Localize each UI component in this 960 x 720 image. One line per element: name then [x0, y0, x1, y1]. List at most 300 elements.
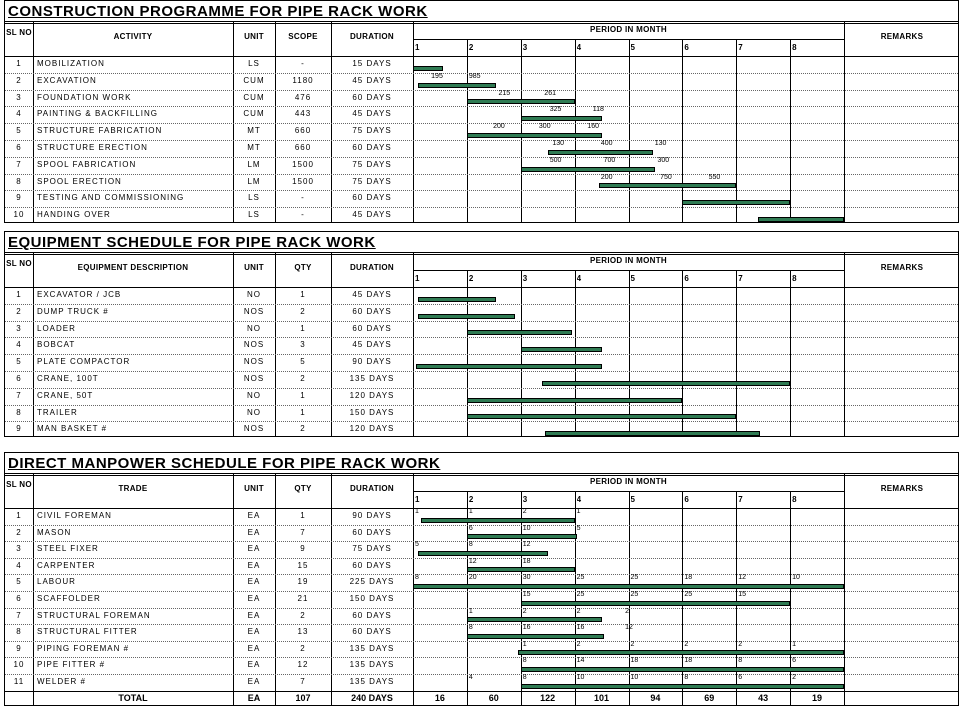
month-label: 5	[630, 496, 636, 504]
gantt-bar	[467, 398, 683, 403]
bar-value-label: 2	[684, 640, 689, 648]
cell-duration: 60 DAYS	[352, 307, 392, 316]
cell-trade: STEEL FIXER	[37, 545, 99, 554]
manpower-title: DIRECT MANPOWER SCHEDULE FOR PIPE RACK WORK	[4, 452, 959, 476]
header-remarks: REMARKS	[880, 485, 924, 493]
table-row	[5, 421, 958, 438]
cell-unit: LM	[247, 177, 261, 186]
table-row	[5, 123, 958, 140]
bar-value-label: 8	[522, 657, 527, 665]
cell-activity: PAINTING & BACKFILLING	[37, 110, 158, 119]
cell-duration: 75 DAYS	[352, 177, 392, 186]
gantt-bar	[521, 116, 602, 121]
cell-qty: 15	[297, 561, 309, 570]
cell-qty: 7	[300, 528, 306, 537]
gantt-bar	[682, 200, 790, 205]
cell-equipment-description: TRAILER	[37, 408, 78, 417]
bar-value-label: 1	[522, 640, 527, 648]
table-row	[5, 287, 958, 304]
bar-value-label: 118	[592, 106, 604, 114]
bar-value-label: 8	[522, 674, 527, 681]
cell-unit: EA	[247, 628, 261, 637]
cell-unit: LS	[248, 194, 260, 203]
cell-qty: 1	[300, 408, 306, 417]
cell-unit: NO	[247, 391, 261, 400]
table-row	[5, 321, 958, 338]
cell-equipment-description: DUMP TRUCK #	[37, 307, 109, 316]
bar-value-label: 10	[522, 524, 531, 532]
construction-table	[4, 21, 959, 223]
bar-value-label: 985	[468, 72, 481, 80]
cell-trade: MASON	[37, 528, 72, 537]
cell-unit: EA	[247, 578, 261, 587]
cell-sl-no: 3	[16, 324, 22, 333]
cell-duration: 90 DAYS	[352, 358, 392, 367]
bar-value-label: 6	[468, 524, 473, 532]
cell-activity: EXCAVATION	[37, 76, 97, 85]
bar-value-label: 20	[468, 574, 477, 582]
bar-value-label: 15	[522, 591, 531, 598]
cell-unit: EA	[247, 611, 261, 620]
period-header-line	[413, 491, 844, 492]
cell-sl-no: 2	[16, 76, 22, 85]
bar-value-label: 195	[431, 72, 443, 80]
bar-value-label: 325	[549, 106, 562, 114]
cell-sl-no: 5	[16, 358, 22, 367]
header-period-in-month: PERIOD IN MONTH	[590, 478, 667, 486]
bar-value-label: 5	[576, 524, 581, 532]
cell-trade: CARPENTER	[37, 561, 96, 570]
cell-duration: 150 DAYS	[349, 408, 395, 417]
cell-trade: CIVIL FOREMAN	[37, 512, 112, 520]
header-sl-no: SL NO	[6, 28, 32, 37]
bar-value-label: 16	[522, 624, 531, 632]
bar-value-label: 8	[468, 624, 473, 632]
total-month-value: 16	[434, 693, 445, 703]
cell-unit: NOS	[243, 307, 265, 316]
month-label: 2	[468, 44, 474, 52]
cell-equipment-description: EXCAVATOR / JCB	[37, 291, 122, 299]
bar-value-label: 8	[415, 574, 419, 582]
bar-value-label: 10	[630, 674, 639, 681]
cell-unit: CUM	[243, 76, 265, 85]
gantt-bar	[521, 684, 844, 689]
gantt-bar	[467, 634, 604, 639]
cell-unit: EA	[247, 545, 261, 554]
cell-equipment-description: BOBCAT	[37, 341, 76, 350]
gantt-bar	[467, 133, 602, 138]
bar-value-label: 130	[654, 140, 667, 147]
gantt-bar	[467, 534, 577, 539]
cell-sl-no: 6	[16, 144, 22, 152]
total-month-value: 69	[704, 693, 715, 703]
bar-value-label: 15	[738, 591, 747, 598]
gantt-bar	[467, 414, 736, 419]
header-duration: DURATION	[349, 485, 395, 493]
cell-qty: 3	[300, 341, 306, 350]
bar-value-label: 12	[468, 557, 477, 565]
gantt-bar	[413, 66, 443, 71]
bar-value-label: 400	[600, 140, 613, 147]
gantt-bar	[418, 297, 496, 302]
month-label: 8	[792, 275, 797, 283]
cell-sl-no: 1	[16, 512, 22, 520]
cell-duration: 75 DAYS	[352, 160, 392, 169]
month-label: 1	[415, 275, 420, 283]
cell-scope: 660	[294, 127, 312, 136]
month-label: 8	[792, 44, 797, 52]
cell-sl-no: 3	[16, 545, 22, 554]
cell-equipment-description: CRANE, 50T	[37, 391, 94, 400]
gantt-bar	[545, 431, 761, 436]
cell-trade: SCAFFOLDER	[37, 595, 101, 603]
cell-duration: 45 DAYS	[352, 110, 392, 119]
cell-unit: NOS	[243, 375, 265, 383]
gantt-bar	[467, 330, 572, 335]
gantt-bar	[418, 551, 547, 556]
bar-value-label: 18	[522, 557, 531, 565]
cell-duration: 45 DAYS	[352, 211, 392, 220]
header-unit: UNIT	[244, 264, 264, 272]
cell-scope: 660	[294, 144, 312, 152]
cell-qty: 1	[300, 512, 306, 520]
table-row	[5, 388, 958, 405]
cell-equipment-description: MAN BASKET #	[37, 425, 108, 434]
bar-value-label: 2	[522, 607, 527, 615]
total-unit: EA	[247, 693, 261, 703]
gantt-bar	[467, 567, 575, 572]
cell-equipment-description: CRANE, 100T	[37, 375, 99, 383]
cell-duration: 60 DAYS	[352, 561, 392, 570]
table-row	[5, 337, 958, 354]
cell-qty: 1	[300, 324, 306, 333]
table-row	[5, 90, 958, 107]
cell-duration: 60 DAYS	[352, 194, 392, 203]
bar-value-label: 300	[538, 123, 551, 131]
cell-duration: 60 DAYS	[352, 324, 392, 333]
cell-sl-no: 5	[16, 127, 22, 136]
cell-duration: 120 DAYS	[349, 425, 395, 434]
cell-activity: STRUCTURE FABRICATION	[37, 127, 163, 136]
cell-sl-no: 10	[13, 211, 25, 220]
header-period-in-month: PERIOD IN MONTH	[590, 26, 667, 34]
table-row	[5, 674, 958, 691]
gantt-bar	[416, 364, 602, 369]
bar-value-label: 2	[738, 640, 743, 648]
cell-qty: 2	[300, 425, 306, 434]
bar-value-label: 750	[660, 173, 672, 181]
cell-scope: 1500	[292, 177, 314, 186]
header-sl-no: SL NO	[6, 259, 32, 268]
manpower-table	[4, 473, 959, 706]
cell-unit: EA	[247, 661, 261, 670]
table-row	[5, 106, 958, 123]
gantt-bar	[521, 167, 656, 172]
cell-sl-no: 4	[16, 110, 22, 119]
bar-value-label: 700	[603, 156, 616, 164]
bar-value-label: 1	[468, 508, 473, 515]
table-row	[5, 541, 958, 558]
bar-value-label: 30	[522, 574, 531, 582]
header-duration: DURATION	[349, 264, 395, 272]
cell-activity: HANDING OVER	[37, 211, 111, 220]
cell-activity: FOUNDATION WORK	[37, 93, 132, 102]
cell-scope: 443	[294, 110, 312, 119]
bar-value-label: 16	[576, 624, 585, 632]
cell-scope: 476	[294, 93, 312, 102]
month-label: 5	[630, 44, 636, 52]
month-label: 4	[576, 275, 582, 283]
cell-scope: -	[301, 60, 305, 68]
cell-qty: 19	[297, 578, 309, 587]
cell-duration: 60 DAYS	[352, 611, 392, 620]
month-label: 7	[738, 496, 743, 504]
cell-qty: 7	[300, 678, 306, 686]
cell-sl-no: 9	[16, 194, 22, 203]
cell-duration: 120 DAYS	[349, 391, 395, 400]
table-row	[5, 405, 958, 422]
bar-value-label: 1	[792, 640, 797, 648]
cell-trade: WELDER #	[37, 678, 86, 686]
table-row	[5, 508, 958, 525]
cell-unit: NO	[247, 324, 261, 333]
cell-unit: LS	[248, 60, 260, 68]
month-label: 3	[522, 275, 528, 283]
cell-sl-no: 1	[16, 60, 22, 68]
header-activity: ACTIVITY	[113, 33, 153, 41]
cell-unit: EA	[247, 561, 261, 570]
table-row	[5, 304, 958, 321]
bar-value-label: 25	[576, 591, 585, 598]
total-month-value: 94	[650, 693, 661, 703]
cell-sl-no: 11	[13, 678, 25, 686]
bar-value-label: 25	[684, 591, 693, 598]
cell-sl-no: 8	[16, 408, 22, 417]
bar-value-label: 5	[415, 541, 419, 549]
total-row	[5, 691, 958, 708]
cell-trade: PIPE FITTER #	[37, 661, 106, 670]
cell-duration: 45 DAYS	[352, 291, 392, 299]
cell-sl-no: 2	[16, 307, 22, 316]
month-label: 3	[522, 496, 528, 504]
table-row	[5, 73, 958, 90]
cell-unit: EA	[247, 678, 261, 686]
header-unit: UNIT	[244, 485, 264, 493]
cell-qty: 2	[300, 307, 306, 316]
bar-value-label: 25	[630, 574, 639, 582]
total-duration: 240 DAYS	[351, 693, 393, 703]
bar-value-label: 18	[630, 657, 639, 665]
table-row	[5, 56, 958, 73]
bar-value-label: 300	[657, 156, 670, 164]
bar-value-label: 10	[792, 574, 800, 582]
cell-qty: 5	[300, 358, 306, 367]
header-unit: UNIT	[244, 33, 264, 41]
cell-activity: MOBILIZATION	[37, 60, 105, 68]
bar-value-label: 8	[468, 541, 473, 549]
bar-value-label: 130	[552, 140, 565, 147]
total-month-value: 101	[594, 693, 610, 703]
cell-sl-no: 6	[16, 595, 22, 603]
month-label: 1	[415, 496, 420, 504]
gantt-bar	[467, 99, 575, 104]
header-trade: TRADE	[118, 485, 148, 493]
bar-value-label: 2	[576, 640, 581, 648]
bar-value-label: 25	[576, 574, 585, 582]
header-sl-no: SL NO	[6, 480, 32, 489]
cell-duration: 60 DAYS	[352, 144, 392, 152]
cell-scope: -	[301, 194, 305, 203]
total-month-value: 43	[758, 693, 769, 703]
bar-value-label: 215	[498, 89, 511, 97]
bar-value-label: 4	[468, 674, 473, 681]
cell-duration: 150 DAYS	[349, 595, 395, 603]
table-row	[5, 657, 958, 674]
cell-unit: NO	[247, 291, 261, 299]
cell-duration: 15 DAYS	[352, 60, 392, 68]
cell-equipment-description: LOADER	[37, 324, 76, 333]
bar-value-label: 2	[522, 508, 527, 515]
cell-sl-no: 1	[16, 291, 22, 299]
table-row	[5, 591, 958, 608]
header-remarks: REMARKS	[880, 33, 924, 41]
cell-activity: TESTING AND COMMISSIONING	[37, 194, 185, 203]
header-period-in-month: PERIOD IN MONTH	[590, 257, 667, 265]
table-row	[5, 140, 958, 157]
gantt-bar	[542, 381, 790, 386]
cell-duration: 60 DAYS	[352, 628, 392, 637]
month-label: 7	[738, 275, 743, 283]
table-row	[5, 558, 958, 575]
cell-qty: 2	[300, 611, 306, 620]
cell-qty: 2	[300, 375, 306, 383]
cell-sl-no: 7	[16, 611, 22, 620]
bar-value-label: 12	[738, 574, 747, 582]
cell-unit: LS	[248, 211, 260, 220]
cell-unit: NO	[247, 408, 261, 417]
cell-qty: 13	[297, 628, 309, 637]
gantt-bar	[467, 617, 602, 622]
header-remarks: REMARKS	[880, 264, 924, 272]
header-qty: QTY	[294, 485, 312, 493]
gantt-bar	[521, 601, 790, 606]
bar-value-label: 25	[630, 591, 639, 598]
bar-value-label: 160	[587, 123, 600, 131]
total-month-value: 122	[540, 693, 556, 703]
total-label: TOTAL	[118, 693, 148, 703]
month-label: 1	[415, 44, 420, 52]
cell-activity: STRUCTURE ERECTION	[37, 144, 148, 152]
cell-unit: MT	[247, 127, 261, 136]
cell-duration: 135 DAYS	[349, 661, 395, 670]
gantt-bar	[521, 347, 602, 352]
cell-qty: 12	[297, 661, 309, 670]
gantt-bar	[758, 217, 844, 222]
cell-unit: NOS	[243, 341, 265, 350]
cell-duration: 60 DAYS	[352, 528, 392, 537]
header-duration: DURATION	[349, 33, 395, 41]
cell-unit: EA	[247, 512, 261, 520]
cell-duration: 135 DAYS	[349, 678, 395, 686]
cell-duration: 225 DAYS	[349, 578, 395, 587]
cell-sl-no: 3	[16, 93, 22, 102]
cell-sl-no: 4	[16, 561, 22, 570]
cell-sl-no: 2	[16, 528, 22, 537]
cell-unit: EA	[247, 644, 261, 653]
bar-value-label: 550	[708, 173, 721, 181]
month-label: 8	[792, 496, 797, 504]
gantt-bar	[413, 584, 844, 589]
month-label: 2	[468, 496, 474, 504]
table-row	[5, 207, 958, 224]
month-label: 6	[684, 44, 690, 52]
month-label: 7	[738, 44, 743, 52]
cell-sl-no: 7	[16, 160, 22, 169]
bar-value-label: 200	[600, 173, 613, 181]
table-row	[5, 608, 958, 625]
cell-sl-no: 7	[16, 391, 22, 400]
bar-value-label: 200	[493, 123, 505, 131]
bar-value-label: 2	[576, 607, 581, 615]
table-row	[5, 174, 958, 191]
gantt-bar	[599, 183, 736, 188]
table-row	[5, 157, 958, 174]
cell-unit: CUM	[243, 93, 265, 102]
table-row	[5, 190, 958, 207]
cell-sl-no: 6	[16, 375, 22, 383]
cell-unit: NOS	[243, 425, 265, 434]
bar-value-label: 2	[792, 674, 797, 681]
cell-qty: 1	[300, 391, 306, 400]
bar-value-label: 18	[684, 657, 693, 665]
equipment-table	[4, 252, 959, 437]
cell-sl-no: 10	[13, 661, 25, 670]
gantt-bar	[521, 667, 844, 672]
cell-qty: 9	[300, 545, 306, 554]
cell-duration: 45 DAYS	[352, 76, 392, 85]
table-row	[5, 574, 958, 591]
construction-title: CONSTRUCTION PROGRAMME FOR PIPE RACK WORK	[4, 0, 959, 24]
cell-qty: 21	[297, 595, 309, 603]
month-label: 4	[576, 496, 582, 504]
cell-scope: 1500	[292, 160, 314, 169]
total-qty: 107	[295, 693, 311, 703]
month-label: 4	[576, 44, 582, 52]
cell-trade: STRUCTURAL FITTER	[37, 628, 138, 637]
bar-value-label: 261	[544, 89, 556, 97]
cell-sl-no: 4	[16, 341, 22, 350]
cell-duration: 45 DAYS	[352, 341, 392, 350]
bar-value-label: 2	[630, 640, 635, 648]
month-label: 2	[468, 275, 474, 283]
bar-value-label: 2	[625, 607, 630, 615]
month-label: 6	[684, 496, 690, 504]
cell-qty: 2	[300, 644, 306, 653]
cell-sl-no: 5	[16, 578, 22, 587]
cell-unit: LM	[247, 160, 261, 169]
cell-unit: EA	[247, 595, 261, 603]
header-equipment-description: EQUIPMENT DESCRIPTION	[77, 264, 189, 272]
bar-value-label: 8	[684, 674, 689, 681]
cell-trade: STRUCTURAL FOREMAN	[37, 611, 151, 620]
gantt-bar	[418, 314, 515, 319]
table-row	[5, 371, 958, 388]
bar-value-label: 12	[625, 624, 633, 632]
total-month-value: 19	[812, 693, 823, 703]
table-row	[5, 641, 958, 658]
gantt-bar	[421, 518, 575, 523]
equipment-title: EQUIPMENT SCHEDULE FOR PIPE RACK WORK	[4, 231, 959, 255]
